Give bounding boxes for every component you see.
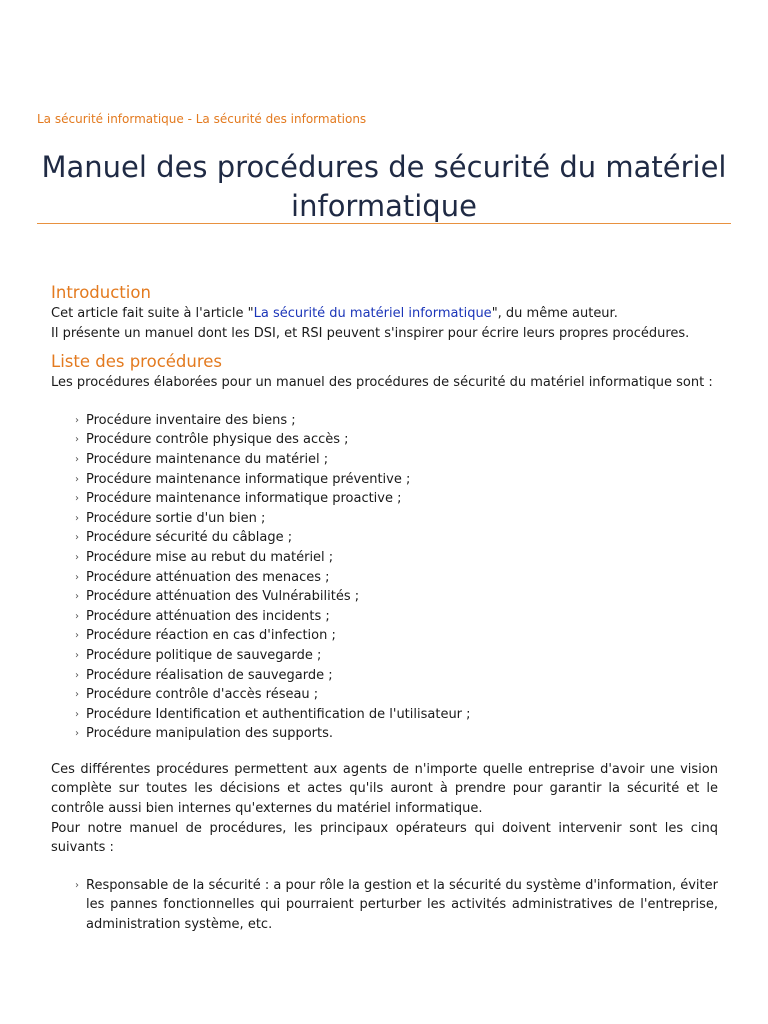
article-link-securite-materiel[interactable]: La sécurité du matériel informatique	[253, 306, 492, 321]
procedure-item-text: Procédure politique de sauvegarde ;	[86, 647, 322, 663]
procedure-item	[75, 430, 718, 450]
procedure-item	[75, 626, 718, 646]
procedure-item	[75, 666, 718, 686]
intro-text-before-link: Cet article fait suite à l'article "	[51, 306, 254, 321]
procedure-item	[75, 411, 718, 431]
procedure-item-text: Procédure atténuation des Vulnérabilités ;	[86, 589, 360, 605]
chevron-right-icon: ›	[75, 512, 79, 524]
chevron-right-icon: ›	[75, 708, 79, 720]
chevron-right-icon: ›	[75, 689, 79, 701]
page-title: Manuel des procédures de sécurité du matériel informatique	[41, 150, 727, 223]
procedure-item-text: Procédure mise au rebut du matériel ;	[86, 549, 334, 565]
intro-text-after-link: ", du même auteur.	[491, 306, 618, 321]
procedure-item-text: Procédure manipulation des supports.	[86, 726, 334, 742]
procedure-item-text: Procédure inventaire des biens ;	[86, 412, 296, 428]
procedures-list	[75, 411, 718, 744]
introduction-line-2: Il présente un manuel dont les DSI, et RSI peuvent s'inspirer pour écrire leurs propres procédures.	[51, 325, 690, 341]
operators-list	[75, 876, 718, 935]
procedure-item	[75, 646, 718, 666]
procedure-item-text: Procédure réaction en cas d'infection ;	[86, 628, 336, 644]
operator-item-text: Responsable de la sécurité : a pour rôle la gestion et la sécurité du système d'information, éviter les pannes fonctionnelles qui pourraient perturber les activités administratives de l'entreprise, administration système, etc.	[86, 877, 718, 933]
procedures-lead: Les procédures élaborées pour un manuel des procédures de sécurité du matériel informatique sont :	[51, 375, 713, 391]
procedure-item	[75, 450, 718, 470]
procedure-item	[75, 568, 718, 588]
title-divider	[37, 223, 731, 224]
procedures-heading: Liste des procédures	[51, 352, 223, 372]
procedure-item-text: Procédure maintenance informatique proactive ;	[86, 491, 402, 507]
chevron-right-icon: ›	[75, 649, 79, 661]
procedures-summary: Ces différentes procédures permettent aux agents de n'importe quelle entreprise d'avoir une vision complète sur toutes les décisions et actes qu'ils auront à prendre pour garantir la sécurité et le contrôle aussi bien internes qu'externes du matériel informatique.	[51, 761, 718, 817]
chevron-right-icon: ›	[75, 414, 79, 426]
breadcrumb-separator: -	[183, 112, 196, 126]
chevron-right-icon: ›	[75, 532, 79, 544]
chevron-right-icon: ›	[75, 610, 79, 622]
procedure-item	[75, 587, 718, 607]
procedure-item	[75, 685, 718, 705]
procedure-item	[75, 607, 718, 627]
procedure-item	[75, 724, 718, 744]
chevron-right-icon: ›	[75, 630, 79, 642]
operators-intro: Pour notre manuel de procédures, les principaux opérateurs qui doivent intervenir sont les cinq suivants :	[51, 820, 718, 856]
procedure-item-text: Procédure maintenance informatique préventive ;	[86, 471, 411, 487]
chevron-right-icon: ›	[75, 493, 79, 505]
introduction-heading: Introduction	[51, 283, 151, 302]
chevron-right-icon: ›	[75, 728, 79, 740]
procedure-item	[75, 548, 718, 568]
chevron-right-icon: ›	[75, 453, 79, 465]
chevron-right-icon: ›	[75, 551, 79, 563]
procedure-item-text: Procédure sécurité du câblage ;	[86, 530, 293, 546]
procedure-item-text: Procédure atténuation des menaces ;	[86, 569, 330, 585]
article-body	[51, 282, 718, 935]
procedure-item-text: Procédure maintenance du matériel ;	[86, 451, 329, 467]
breadcrumb-link-securite-informatique[interactable]: La sécurité informatique	[37, 112, 184, 126]
procedure-item	[75, 509, 718, 529]
chevron-right-icon: ›	[75, 879, 79, 891]
introduction-line-1	[51, 304, 718, 324]
chevron-right-icon: ›	[75, 591, 79, 603]
procedure-item	[75, 528, 718, 548]
procedure-item-text: Procédure contrôle physique des accès ;	[86, 432, 349, 448]
procedure-item	[75, 705, 718, 725]
procedure-item-text: Procédure atténuation des incidents ;	[86, 608, 330, 624]
procedure-item-text: Procédure sortie d'un bien ;	[86, 510, 266, 526]
procedure-item-text: Procédure contrôle d'accès réseau ;	[86, 687, 319, 703]
procedure-item	[75, 470, 718, 490]
procedure-item	[75, 489, 718, 509]
chevron-right-icon: ›	[75, 434, 79, 446]
procedure-item-text: Procédure Identification et authentification de l'utilisateur ;	[86, 706, 471, 722]
chevron-right-icon: ›	[75, 473, 79, 485]
operator-item	[75, 876, 718, 935]
chevron-right-icon: ›	[75, 571, 79, 583]
breadcrumb-link-securite-informations[interactable]: La sécurité des informations	[195, 112, 367, 126]
procedure-item-text: Procédure réalisation de sauvegarde ;	[86, 667, 333, 683]
breadcrumb	[37, 112, 366, 126]
chevron-right-icon: ›	[75, 669, 79, 681]
